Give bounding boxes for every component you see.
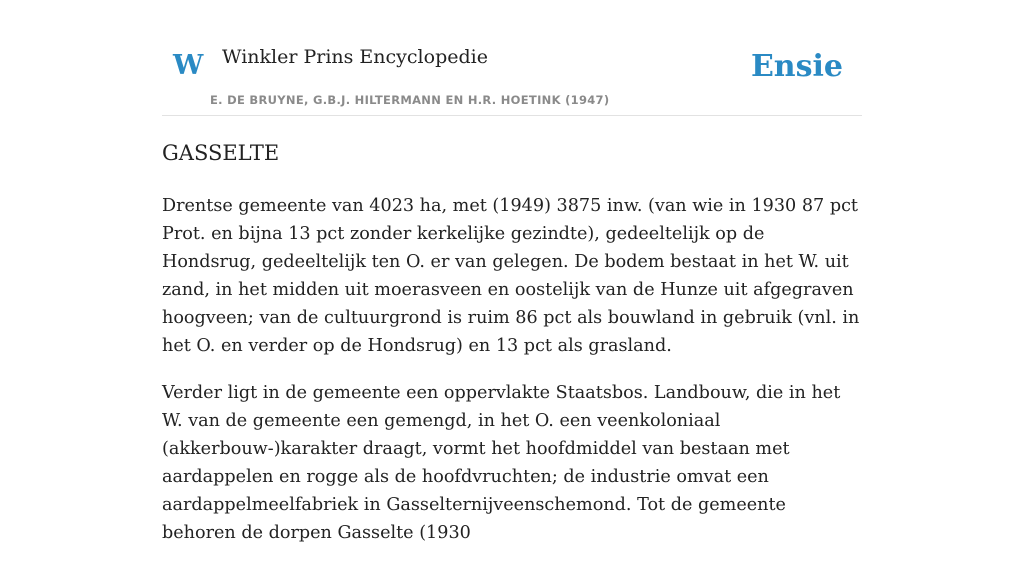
source-header: [162, 0, 862, 116]
source-authors: E. DE BRUYNE, G.B.J. HILTERMANN EN H.R. HOETINK (1947): [210, 93, 610, 107]
entry-paragraph: Verder ligt in de gemeente een oppervlakte Staatsbos. Landbouw, die in het W. van de gemeente een gemengd, in het O. een veenkoloniaal (akkerbouw-)karakter draagt, vormt het hoofdmiddel van bestaan met aardappelen en rogge als de hoofdvruchten; de industrie omvat een aardappelmeelfabriek in Gasselternijveenschemond. Tot de gemeente behoren de dorpen Gasselte (1930: [162, 383, 841, 543]
entry-title: GASSELTE: [162, 141, 280, 165]
source-title-link[interactable]: Winkler Prins Encyclopedie: [222, 46, 488, 68]
ensie-logo-link[interactable]: Ensie: [750, 49, 843, 84]
entry-body: [162, 192, 864, 566]
entry-paragraph: Drentse gemeente van 4023 ha, met (1949) 3875 inw. (van wie in 1930 87 pct Prot. en bijna 13 pct zonder kerkelijke gezindte), gedeeltelijk op de Hondsrug, gedeeltelijk ten O. er van gelegen. De bodem bestaat in het W. uit zand, in het midden uit moerasveen en oostelijk van de Hunze uit afgegraven hoogveen; van de cultuurgrond is ruim 86 pct als bouwland in gebruik (vnl. in het O. en verder op de Hondsrug) en 13 pct als grasland.: [162, 196, 860, 356]
source-logo[interactable]: W: [173, 50, 204, 81]
